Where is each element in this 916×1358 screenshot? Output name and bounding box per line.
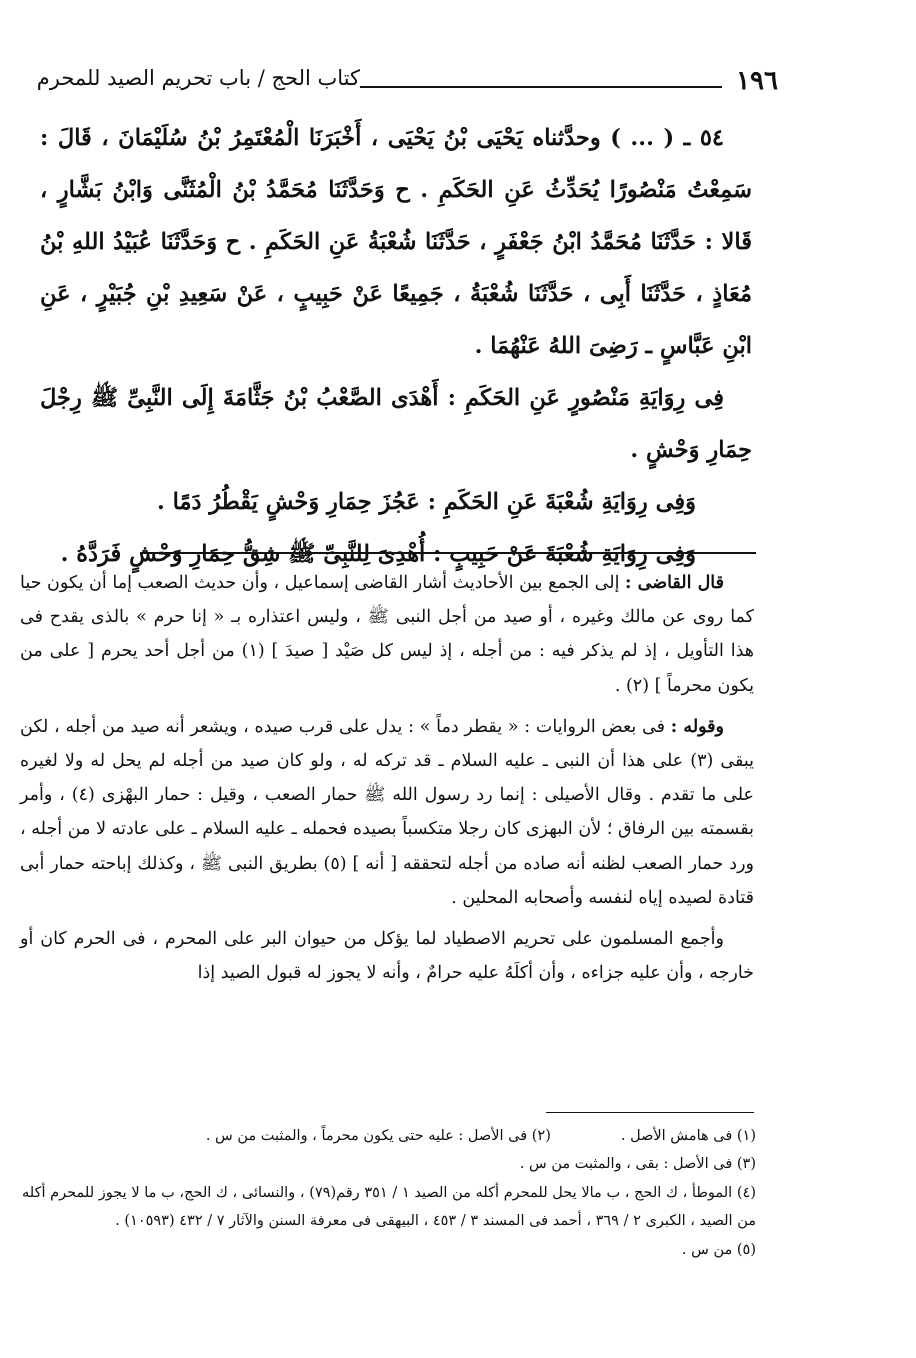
commentary-paragraph: وأجمع المسلمون على تحريم الاصطياد لما يؤكل من حيوان البر على المحرم ، فى الحرم كان أو خارجه ، وأن عليه جزاءه ، وأن أكلَهُ عليه حرامٌ ، وأنه لا يجوز له قبول الصيد إذا [20, 929, 754, 984]
commentary-lead: وقوله : [670, 716, 725, 737]
footnote-1: (١) فى هامش الأصل . [620, 1128, 756, 1144]
footnote-5: (٥) من س . [681, 1241, 756, 1258]
commentary-text: إلى الجمع بين الأحاديث أشار القاضى إسماعيل ، وأن حديث الصعب إما أن يكون حيا كما روى عن مالك وغيره ، أو صيد من أجل النبى ﷺ ، وليس اعتذاره بـ « إنا حرم » بالذى يقدح فى هذا التأويل ، إذ لم يذكر فيه : من أجله ، إذ ليس كل صَيْد [ صيدَ ] (١) من أجل أحد يحرم [ على من يكون محرماً ] (٢) . [20, 573, 754, 696]
footnote-rule [546, 1112, 754, 1113]
commentary-paragraph [20, 710, 754, 915]
footnote-row [22, 1122, 756, 1150]
hadith-matn-shuba-habib: وَفِى رِوَايَةِ شُعْبَةَ عَنْ حَبِيبٍ : أُهْدِىَ لِلنَّبِىِّ ﷺ شِقُّ حِمَارِ وَحْشٍ فَرَدَّهُ . [60, 541, 696, 567]
footnotes [22, 1122, 756, 1264]
commentary [20, 566, 754, 997]
hadith-text [40, 112, 752, 580]
commentary-paragraph [20, 566, 754, 703]
section-divider [140, 552, 756, 554]
running-title: كتاب الحج / باب تحريم الصيد للمحرم [36, 66, 360, 90]
page-number: ١٩٦ [736, 66, 778, 96]
hadith-matn-shuba-hakam: وَفِى رِوَايَةِ شُعْبَةَ عَنِ الحَكَمِ : عَجُزَ حِمَارِ وَحْشٍ يَقْطُرُ دَمًا . [156, 489, 696, 515]
commentary-text: فى بعض الروايات : « يقطر دماً » : يدل على قرب صيده ، ويشعر أنه صيد من أجله ، لكن يبقى (٣) على هذا أن النبى ـ عليه السلام ـ قد تركه له ، ولو كان صيد من أجله لم يحل له ولا لغيره على ما تقدم . وقال الأصيلى : إنما رد رسول الله ﷺ حمار الصعب ، وقيل : حمار البهْزى (٤) ، وأمر بقسمته بين الرفاق ؛ لأن البهزى كان رجلا متكسباً بصيده فحمله ـ عليه السلام ـ على عادته لا من أجله ، ورد حمار الصعب لظنه أنه صاده من أجله لتحققه [ أنه ] (٥) بطريق النبى ﷺ ، وكذلك إباحته حمار أبى قتادة لصيده إياه لنفسه وأصحابه المحلين . [20, 716, 754, 908]
hadith-isnad: ٥٤ ـ ( ... ) وحدَّثناه يَحْيَى بْنُ يَحْيَى ، أَخْبَرَنَا الْمُعْتَمِرُ بْنُ سُلَيْمَانَ ، قَالَ : سَمِعْتُ مَنْصُورًا يُحَدِّثُ عَنِ الحَكَمِ . ح وَحَدَّثَنَا مُحَمَّدُ بْنُ الْمُثَنَّى وَابْنُ بَشَّارٍ ، قَالا : حَدَّثَنَا مُحَمَّدُ ابْنُ جَعْفَرٍ ، حَدَّثَنَا شُعْبَةُ عَنِ الحَكَمِ . ح وَحَدَّثَنَا عُبَيْدُ اللهِ بْنُ مُعَاذٍ ، حَدَّثَنَا أَبِى ، حَدَّثَنَا شُعْبَةُ ، جَمِيعًا عَنْ حَبِيبٍ ، عَنْ سَعِيدِ بْنِ جُبَيْرٍ ، عَنِ ابْنِ عَبَّاسٍ ـ رَضِىَ اللهُ عَنْهُمَا . [40, 125, 752, 359]
commentary-lead: قال القاضى : [625, 573, 724, 593]
footnote-3: (٣) فى الأصل : بقى ، والمثبت من س . [519, 1156, 756, 1173]
hadith-matn-mansur: فِى رِوَايَةِ مَنْصُورٍ عَنِ الحَكَمِ : أَهْدَى الصَّعْبُ بْنُ جَثَّامَةَ إِلَى النَّبِىِّ ﷺ رِجْلَ حِمَارِ وَحْشٍ . [40, 385, 752, 463]
footnote-4: (٤) الموطأ ، ك الحج ، ب مالا يحل للمحرم أكله من الصيد ١ / ٣٥١ رقم(٧٩) ، والنسائى ، ك الحج، ب ما لا يجوز للمحرم أكله من الصيد ، الكبرى ٢ / ٣٦٩ ، أحمد فى المسند ٣ / ٤٥٣ ، البيهقى فى معرفة السنن والآثار ٧ / ٤٣٢ (١٠٥٩٣) . [22, 1184, 756, 1230]
header-rule [360, 86, 722, 88]
footnote-2: (٢) فى الأصل : عليه حتى يكون محرماً ، والمثبت من س . [205, 1128, 551, 1144]
